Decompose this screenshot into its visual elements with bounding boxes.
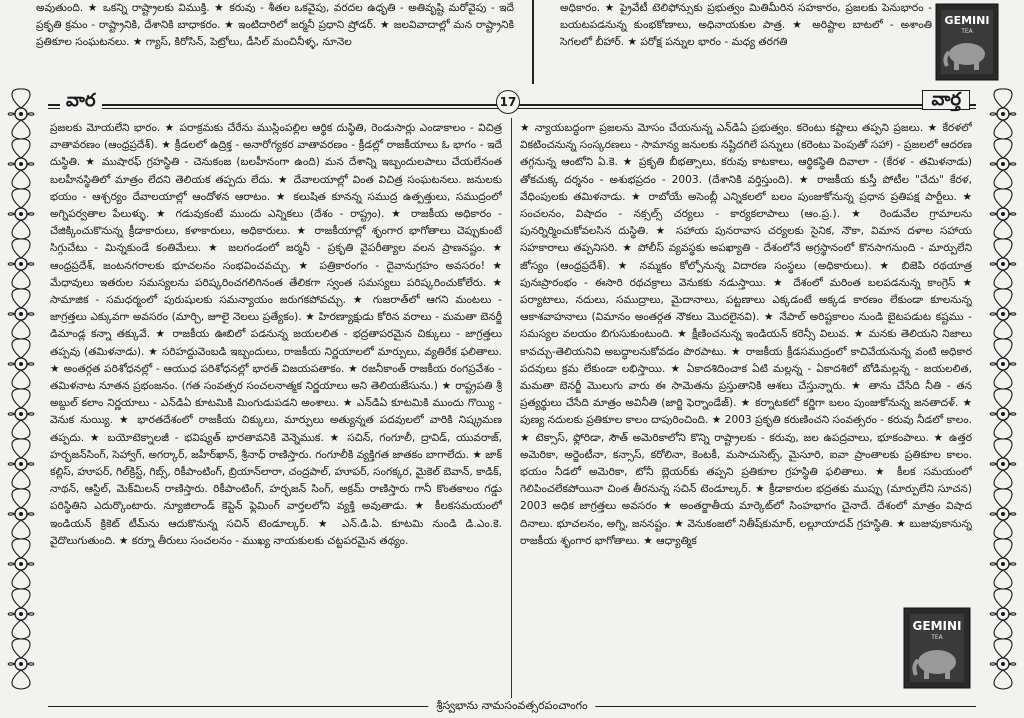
ornament-motif <box>990 189 1016 239</box>
ornament-motif <box>8 289 34 339</box>
page-header <box>48 90 976 114</box>
ornament-motif <box>990 489 1016 539</box>
ad-bottom-brand: GEMINI <box>912 619 962 633</box>
ornament-motif <box>990 89 1016 139</box>
ornament-motif <box>990 589 1016 639</box>
ornament-motif <box>8 389 34 439</box>
top-left-text: అవుతుంది. ★ ఒకన్ని రాష్ట్రాలకు విముక్తి. ★ కరువు - శీతల ఒకవైపు, వరదల ఉధృతి - అతివృష్టి మరోవైపు - ఇదే ప్రకృతి క్రమం - రాష్ట్రానికి, దేశానికి బాధాకరం. ★ ఇంటిదారిలో జర్మనీ ప్రధాని ష్రోడర్. ★ జలవివాదాల్లో మన రాష్ట్రానికి ప్రతికూల సంఘటనలు. ★ గ్యాస్, కిరోసిన్, పెట్రోలు, డీసిల్ మంచినీళ్ళ, నూనెల <box>36 2 514 48</box>
top-right-text: అధికారం. ★ ప్రైవేటీ టెలిఫోన్సుకు ప్రభుత్వం మితిమీరిన సహకారం, ప్రజలకు పెనుభారం - బయటపడనున్న కుంభకోణాలు, అధినాయకుల పాత్ర. ★ అరిష్టాల బాటలో - అశాంతి సెగలలో బీహార్. ★ పరోక్ష పన్నుల భారం - మధ్య తరగతి <box>560 2 932 48</box>
ornament-motif <box>8 239 34 289</box>
left-ornament-border <box>6 88 36 708</box>
ornament-motif <box>8 589 34 639</box>
ornament-motif <box>8 639 34 689</box>
right-ornament-border <box>988 88 1018 708</box>
ornament-motif <box>8 89 34 139</box>
ad-top-brand: GEMINI <box>944 14 990 27</box>
footer-title: శ్రీస్వభాను నామసంవత్సరపంచాంగం <box>428 698 595 714</box>
gemini-tea-ad-top <box>932 2 1002 82</box>
ornament-motif <box>990 139 1016 189</box>
page-number: 17 <box>496 90 520 114</box>
top-column-divider <box>532 0 534 84</box>
ornament-motif <box>8 139 34 189</box>
ornament-motif <box>990 639 1016 689</box>
ad-bottom-sub: TEA <box>931 634 943 641</box>
ornament-motif <box>990 539 1016 589</box>
ad-top-sub: TEA <box>961 28 973 35</box>
gemini-tea-ad-bottom <box>900 604 974 692</box>
left-column-text: ప్రజలకు మోయలేని భారం. ★ పరాక్రమకు చేరేను ముస్లింపల్లిల ఆర్థిక దుస్థితి, రెండుసార్లు ఎండాకాలం - విచిత్ర వాతావరణం (ఆంధ్రప్రదేశ్). ★ క్రీడలలో ఉద్రిక్త - అనారోగ్యకర వాతావరణం - క్రీడల్లో రాజకీయాలు ఓ భాగం - ఇదే దుస్థితి. ★ ముషారఫ్ గ్రహస్థితి - చెనుకంజ (బలహీనంగా ఉంది) మన దేశాన్ని ఇబ్బందులపాలు చేయలేనంత బలహీనస్థితిలో మాత్రం లేదని తెలియక తప్పదు లేదు. ★ దేవాలయాల్లో వింత విచిత్ర సంఘటనలు. జనులకు భయం - ఆశ్చర్యం దేవాలయాల్లో ఆందోళన ఆరాటం. ★ కలుషిత కూనన్న సముద్ర ఉత్పత్తులు, సముద్రంలో అగ్నిపర్వతాల పేలుళ్ళు. ★ గడువుకంటే ముందు ఎన్నికలు (దేశం - రాష్ట్రం). ★ రాజకీయ అధికారం - చేజిక్కించుకొనున్న క్రీడాకారులు, కళాకారులు, అధికారులు. ★ రాజకీయాల్లో శృంగార భాగోతాలు చెప్పుకుంటే సిగ్గుచేటు - మిన్నకుండే కంతిమేలు. ★ జలగండంలో జర్మనీ - ప్రకృతి వైపరీత్యాల వలన ప్రాణనష్టం. ★ ఆంధ్రప్రదేశ్, జంటనగరాలకు భూచలనం సంభవించవచ్చు. ★ పత్రికారంగం - దైవానుగ్రహం అవసరం! ★ మేధావులు ఇతరుల సమస్యలను పరిష్కరించగలిగినంత తేలికగా స్వంత సమస్యలు పరిష్కరించుకోలేరు. ★ సామాజిక - సమధర్మంలో పురుషులకు సమన్యాయం జరుగకపోవచ్చు. ★ గుజరాత్‌లో ఆగని మంటలు - జాగ్రత్తలు ఎక్కువగా అవసరం (మార్చి, జూలై నెలలు ప్రత్యేకం). ★ హిరణ్యాక్షుడు కోరిన వరాలు - మమతా బెనర్జీ డిమాండ్ల కన్నా తక్కువే. ★ రాజకీయ ఊబిలో పడనున్న జయలలిత - భద్రతాపరమైన చిక్కులు - జాగ్రత్తలు తప్పవు (తమిళనాడు). ★ సరిహద్దువెంబడి ఇబ్బందులు, రాజకీయ నిర్ణయాలలో మార్పులు, వ్యతిరేక ఫలితాలు. ★ అంతర్గత పరిశోధనల్లో - ఆయుధ పరిశోధనల్లో భారత్ విజయపతాకం. ★ రజనీకాంత్ రాజకీయ రంగప్రవేశం - తమిళనాట నూతన ప్రభంజనం. (గత సంవత్సర సంచలనాత్మక నిర్ణయాలు అని తెలియజేసును.) ★ రాష్ట్రపతి శ్రీ అబ్దుల్ కలాం నిర్ణయాలు - ఎన్‌డిఏ కూటమికి మింగుడుపడని అంశాలు. ★ ఎన్‌డిఏ కూటమికి ముందు గొయ్యి - వెనుక నుయ్యి. ★ భారతదేశంలో రాజకీయ చిక్కులు, మార్పులు అత్యున్నత పదవులలో వారికి నిష్క్రమణ తప్పదు. ★ బయోటెక్నాలజీ - భవిష్యత్ భారతావనికి వెన్నెముక. ★ సచిన్, గంగూలీ, ద్రావిడ్, యువరాజ్, హర్భజన్‌సింగ్, సెహ్వాగ్, అగర్కార్, జహీర్‌ఖాన్, శ్రీనాధ్ రాణిస్తారు. గంగూలీకి వ్యక్తిగత జాతకం బాగాలేదు. ★ జాక్ కల్లిస్, హూపర్, గిల్‌క్రిస్ట్, గిబ్స్, రికీపాంటింగ్, బ్రియాన్‌లారా, చంద్రపాల్, హూపర్, సంగక్కర, మైకెల్ బెవాన్, కాడిక్, నాథన్, ఆస్టిల్, మెక్‌మిలన్ రాణిస్తారు. రికీపాంటింగ్, హర్భజన్ సింగ్, అక్రమ్ రాణిస్తారు గానీ కొంతకాలం గడ్డు పరిస్థితిని ఎదుర్కొంటారు. న్యూజిలాండ్ కెప్టెన్ ఫ్లెమింగ్ వార్తలలోని వ్యక్తి అవుతాడు. ★ కీలకసమయంలో ఇండియన్ క్రికెట్ టీమ్‌ను ఆదుకొనున్న సచిన్ టెండూల్కర్. ★ ఎన్.డి.ఏ. కూటమి నుండి డి.ఎం.కె. వైదొలుగుతుంది. ★ కర్నూ తీరులు సంచలనం - ముఖ్య నాయకులకు చట్టపరమైన తథ్యం. <box>50 122 502 547</box>
ornament-motif <box>8 189 34 239</box>
header-right-word: వార్త <box>922 90 970 110</box>
ornament-motif <box>8 539 34 589</box>
ornament-motif <box>990 439 1016 489</box>
ornament-motif <box>8 489 34 539</box>
column-divider <box>511 118 512 698</box>
ornament-motif <box>990 289 1016 339</box>
page-footer <box>48 698 976 716</box>
header-left-word: వార <box>60 90 102 112</box>
ornament-motif <box>8 439 34 489</box>
ornament-motif <box>990 389 1016 439</box>
ornament-motif <box>990 339 1016 389</box>
previous-section-strip <box>20 0 1024 84</box>
ornament-motif <box>8 339 34 389</box>
ornament-motif <box>990 239 1016 289</box>
right-column-text: ★ న్యాయబద్ధంగా ప్రజలను మోసం చేయనున్న ఎన్‌డిఏ ప్రభుత్వం. కరెంటు కష్టాలు తప్పని ప్రజలు. ★ కేరళలో వికటించనున్న సంస్కరణలు - సామాన్య జనులకు నష్టిదగిలే పన్నులు (కరెంటు పెంపుతో సహా) - ప్రజలలో ఆదరణ తగ్గనున్న ఆంటోని ఏ.కె. ★ ప్రకృతి బీభత్సాలు, కరువు కాటకాలు, ఆర్థికస్థితి దివాలా - (కేరళ - తమిళనాడు) తోకచుక్క దర్శనం - అశుభప్రదం - 2003. (దేశానికి వర్తిస్తుంది). ★ రాజకీయ కుస్తీ పోటీల "చేదు" కేరళ, వేధింపులకు తమిళనాడు. ★ రాబోయే అసెంబ్లీ ఎన్నికలలో బలం పుంజుకోనున్న ప్రధాన ప్రతిపక్ష పార్టీలు. ★ సంచలనం, విషాదం - నక్సల్స్ చర్యలు - కార్యకలాపాలు (ఆం.ప్ర.). ★ రెండువేల గ్రామాలను పునర్నిర్మించుకోవలసిన దుస్థితి. ★ సహాయ పునరావాస చర్యలకు సైనిక, నౌకా, విమాన దళాల సహాయ సహకారాలు తప్పనిసరి. ★ పోలీస్ వ్యవస్థకు అపఖ్యాతి - దేశంలోనే అగ్రస్థానంలో కొనసాగనుంది - మార్పులేని జోస్యం (ఆంధ్రప్రదేశ్). ★ నమ్మకం కోల్పోనున్న విదారణ సంస్థలు (అధికారులు). ★ బిజెపి రథయాత్ర పునఃప్రారంభం - ఈసారి రథచక్రాలు వెనుకకు నడుస్తాయి. ★ దేశంలో మరింత బలపడనున్న కాంగ్రెస్ ★ పర్యాటాలు, నదులు, సముద్రాలు, మైదానాలు, పట్టణాలు ఎక్కడంటే అక్కడ కారణం లేకుండా కూలనున్న ఆకాశవాహనాలు (విమానం అంతర్గత నౌకలు మొదలైనవి). ★ నేపాల్ అరిష్టకాలం నుండి బైటపడుట కష్టము - సమస్యల వలయం బిగుసుకుంటుంది. ★ క్షీణించనున్న ఇండియన్ కరెన్సీ విలువ. ★ మనకు తెలియని నిజాలు కావచ్చు-తెలియనివి అబద్ధాలనుకోవడం పొరపాటు. ★ రాజకీయ క్రీడసముద్రంలో కాచివేయనున్న వంటి అధికార పదవులు క్రమ లేకుండా లభిస్తాయి. ★ ఏకాదశిదించాక ఏటి మల్లన్న - ఏకాదశిలో బోడిమల్లన్న - జయలలిత, మమతా బెనర్జీ మొలుగు వారు ఈ సామెతను ప్రస్తుతానికి ఆశలు చేస్తున్నారు. ★ తాను చేసేది నీతి - తన ప్రత్యర్థులు చేసేది మాత్రం అవినీతి (జార్జి ఫెర్నాండేజ్). ★ కర్నాటకలో కర్ణిగా బలం పుంజుకోనున్న జనతాదళ్. ★ పుణ్య నదులకు ప్రతికూల కాలం దాపురించింది. ★ 2003 ప్రకృతి కరుణించని సంవత్సరం - కరువు నీడలో కాలం. ★ టెక్సాస్, ఫ్లోరిడా, సౌత్ అమెరికాలోని కొన్ని రాష్ట్రాలకు - కరువు, జల ఉపద్రవాలు, భూకంపాలు. ★ ఉత్తర అమెరికా, అర్జెంటీనా, కన్సాస్, కరోలినా, కెంటకీ, మసాచుసెట్స్, మైసూరి, ఐవా ప్రాంతాలకు ప్రతికూల కాలం. భయం నీడలో అమెరికా, టోనీ బ్లెయర్‌కు తప్పని ప్రతికూల గ్రహస్థితి ఫలితాలు. ★ కీలక సమయంలో గెలిపించలేకపోయినా చింత తీరనున్న సచిన్ టెండూల్కర్. ★ క్రీడాకారుల భద్రతకు ముప్పు (మార్పులేని సూచన) 2003 అధిక జాగ్రత్తలు అవసరం ★ అంతర్జాతీయ మార్కెట్‌లో సింహభాగం చైనాదే. దేశంలో మాత్రం విషాద దినాలు. భూచలనం, అగ్ని, జననష్టం. ★ వెనుకంజలో నితీష్‌కుమార్, లల్లూయాదవ్ గ్రహస్థితి. ★ బుజువుకానున్న రాజకీయ శృంగార భాగోతాలు. ★ ఆధ్యాత్మిక <box>520 122 972 547</box>
